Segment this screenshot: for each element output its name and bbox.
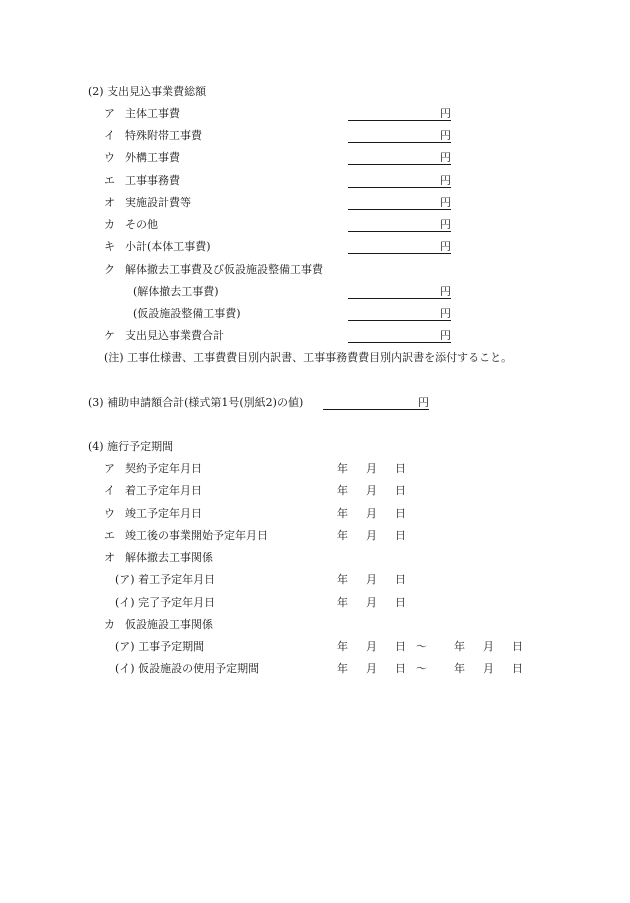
item-marker: オ xyxy=(104,551,115,564)
schedule-row xyxy=(0,574,630,590)
cost-row-ku xyxy=(0,264,630,280)
amount-field[interactable]: 円 xyxy=(323,397,429,410)
cost-row-o xyxy=(0,197,630,213)
year-label: 年 xyxy=(454,640,465,653)
item-marker: ケ xyxy=(104,329,115,342)
sub-item-label: (ア) 着工予定年月日 xyxy=(115,573,216,586)
cost-row-temporary xyxy=(0,308,630,324)
item-label: 竣工予定年月日 xyxy=(125,507,202,520)
sub-item-label: (解体撤去工事費) xyxy=(133,285,219,298)
item-label: 外構工事費 xyxy=(125,151,180,164)
schedule-row xyxy=(0,485,630,501)
amount-field[interactable]: 円 xyxy=(348,330,451,343)
month-label: 月 xyxy=(366,462,377,475)
day-label: 日 xyxy=(512,662,523,675)
day-label: 日 xyxy=(395,507,406,520)
cost-row-i xyxy=(0,130,630,146)
cost-row-ki xyxy=(0,241,630,257)
item-marker: ア xyxy=(104,462,115,475)
day-label: 日 xyxy=(512,640,523,653)
month-label: 月 xyxy=(366,662,377,675)
month-label: 月 xyxy=(366,573,377,586)
item-label: 工事事務費 xyxy=(125,174,180,187)
range-separator: 〜 xyxy=(416,662,427,675)
schedule-row xyxy=(0,552,630,568)
item-marker: エ xyxy=(104,529,115,542)
month-label: 月 xyxy=(366,507,377,520)
month-label: 月 xyxy=(366,596,377,609)
day-label: 日 xyxy=(395,573,406,586)
item-marker: ウ xyxy=(104,151,115,164)
item-marker: ウ xyxy=(104,507,115,520)
item-label: 主体工事費 xyxy=(125,107,180,120)
amount-field[interactable]: 円 xyxy=(348,152,451,165)
year-label: 年 xyxy=(337,462,348,475)
cost-row-a xyxy=(0,108,630,124)
cost-row-ka xyxy=(0,219,630,235)
item-label: 実施設計費等 xyxy=(125,196,191,209)
note: (注) 工事仕様書、工事費費目別内訳書、工事事務費費目別内訳書を添付すること。 xyxy=(104,351,513,364)
sub-item-label: (ア) 工事予定期間 xyxy=(115,640,205,653)
schedule-row xyxy=(0,508,630,524)
month-label: 月 xyxy=(366,640,377,653)
amount-field[interactable]: 円 xyxy=(348,175,451,188)
day-label: 日 xyxy=(395,462,406,475)
day-label: 日 xyxy=(395,662,406,675)
sub-item-label: (仮設施設整備工事費) xyxy=(133,307,241,320)
item-marker: カ xyxy=(104,218,115,231)
day-label: 日 xyxy=(395,640,406,653)
year-label: 年 xyxy=(337,596,348,609)
item-marker: オ xyxy=(104,196,115,209)
schedule-row xyxy=(0,597,630,613)
item-marker: キ xyxy=(104,240,115,253)
day-label: 日 xyxy=(395,529,406,542)
month-label: 月 xyxy=(483,662,494,675)
month-label: 月 xyxy=(483,640,494,653)
item-label: 着工予定年月日 xyxy=(125,484,202,497)
year-label: 年 xyxy=(337,640,348,653)
section-3-label: (3) 補助申請額合計(様式第1号(別紙2)の値) xyxy=(88,396,304,409)
month-label: 月 xyxy=(366,529,377,542)
item-marker: イ xyxy=(104,129,115,142)
item-label: 解体撤去工事関係 xyxy=(125,551,213,564)
year-label: 年 xyxy=(337,573,348,586)
item-label: 解体撤去工事費及び仮設施設整備工事費 xyxy=(125,263,323,276)
year-label: 年 xyxy=(337,507,348,520)
amount-field[interactable]: 円 xyxy=(348,286,451,299)
item-label: 小計(本体工事費) xyxy=(125,240,211,253)
schedule-row xyxy=(0,641,630,657)
schedule-row xyxy=(0,619,630,635)
year-label: 年 xyxy=(337,529,348,542)
amount-field[interactable]: 円 xyxy=(348,219,451,232)
item-label: その他 xyxy=(125,218,158,231)
cost-row-u xyxy=(0,152,630,168)
section-3 xyxy=(0,397,630,413)
item-label: 仮設施設工事関係 xyxy=(125,618,213,631)
amount-field[interactable]: 円 xyxy=(348,197,451,210)
day-label: 日 xyxy=(395,596,406,609)
section-4-title: (4) 施行予定期間 xyxy=(88,440,174,453)
item-marker: カ xyxy=(104,618,115,631)
schedule-row xyxy=(0,463,630,479)
section-2-title: (2) 支出見込事業費総額 xyxy=(88,85,207,98)
cost-row-e xyxy=(0,175,630,191)
item-label: 支出見込事業費合計 xyxy=(125,329,224,342)
item-marker: エ xyxy=(104,174,115,187)
item-marker: イ xyxy=(104,484,115,497)
year-label: 年 xyxy=(454,662,465,675)
item-marker: ア xyxy=(104,107,115,120)
year-label: 年 xyxy=(337,662,348,675)
item-label: 契約予定年月日 xyxy=(125,462,202,475)
cost-row-total xyxy=(0,330,630,346)
amount-field[interactable]: 円 xyxy=(348,308,451,321)
cost-row-demolition xyxy=(0,286,630,302)
item-marker: ク xyxy=(104,263,115,276)
range-separator: 〜 xyxy=(416,640,427,653)
amount-field[interactable]: 円 xyxy=(348,130,451,143)
amount-field[interactable]: 円 xyxy=(348,108,451,121)
schedule-row xyxy=(0,530,630,546)
year-label: 年 xyxy=(337,484,348,497)
amount-field[interactable]: 円 xyxy=(348,241,451,254)
item-label: 特殊附帯工事費 xyxy=(125,129,202,142)
sub-item-label: (イ) 完了予定年月日 xyxy=(115,596,216,609)
schedule-row xyxy=(0,663,630,679)
item-label: 竣工後の事業開始予定年月日 xyxy=(125,529,268,542)
day-label: 日 xyxy=(395,484,406,497)
month-label: 月 xyxy=(366,484,377,497)
sub-item-label: (イ) 仮設施設の使用予定期間 xyxy=(115,662,260,675)
